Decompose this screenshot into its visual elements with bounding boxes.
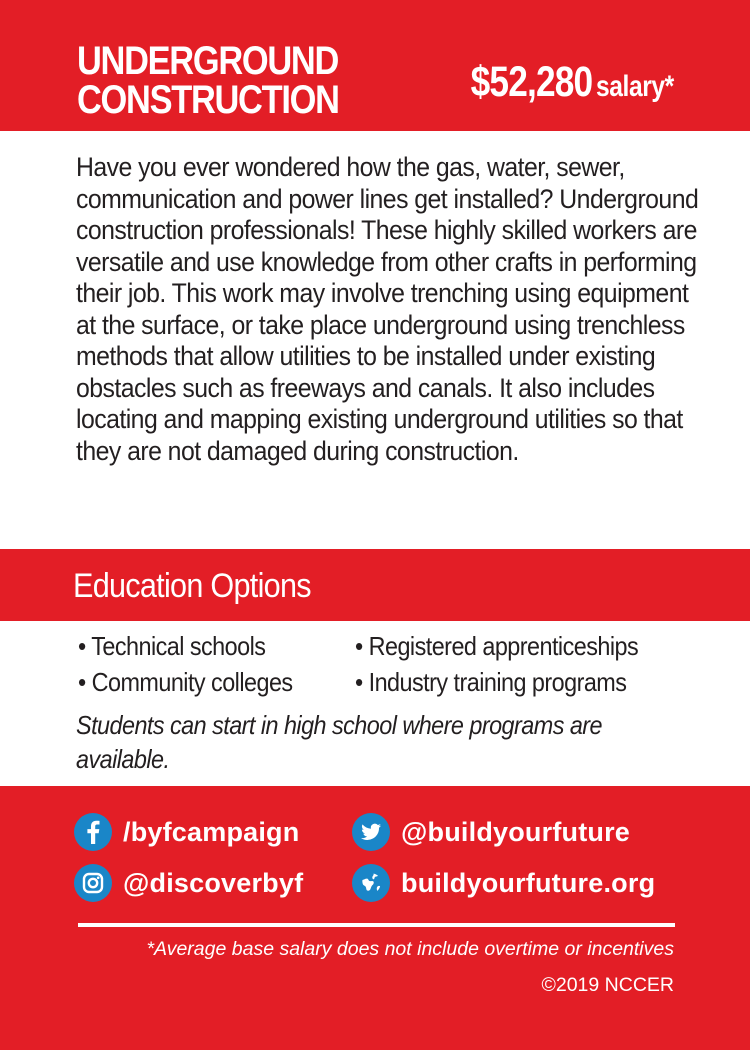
copyright: ©2019 NCCER xyxy=(541,974,674,996)
twitter-icon xyxy=(352,813,390,851)
list-item: • Technical schools xyxy=(78,631,266,661)
option-label: Industry training programs xyxy=(368,667,627,697)
list-item: • Industry training programs xyxy=(355,667,627,697)
education-column-right xyxy=(355,628,670,700)
option-label: Registered apprenticeships xyxy=(368,631,639,661)
facebook-icon xyxy=(74,813,112,851)
education-column-left xyxy=(78,628,316,700)
website-url: buildyourfuture.org xyxy=(401,867,656,898)
twitter-link[interactable] xyxy=(352,813,630,851)
career-description: Have you ever wondered how the gas, water, sewer, communication and power lines get installed? Underground construction professionals! These highly skilled workers are versatile and use knowledge from other crafts in performing their job. This work may involve trenching using equipment at the surface, or take place underground using trenchless methods that allow utilities to be installed under existing obstacles such as freeways and canals. It also includes locating and mapping existing underground utilities so that they are not damaged during construction. xyxy=(76,152,699,466)
title-line-1: UNDERGROUND xyxy=(77,39,339,83)
title-line-2: CONSTRUCTION xyxy=(77,78,339,122)
option-label: Community colleges xyxy=(91,667,293,697)
salary-amount: $52,280 xyxy=(470,58,593,106)
instagram-handle: @discoverbyf xyxy=(123,867,304,898)
globe-icon xyxy=(352,864,390,902)
page-title xyxy=(77,39,339,122)
header-band xyxy=(0,0,750,131)
salary-disclaimer: *Average base salary does not include overtime or incentives xyxy=(146,938,674,960)
instagram-link[interactable] xyxy=(74,864,303,902)
instagram-icon xyxy=(74,864,112,902)
salary-unit: salary* xyxy=(596,70,674,103)
list-item: • Community colleges xyxy=(78,667,293,697)
list-item: • Registered apprenticeships xyxy=(355,631,639,661)
facebook-link[interactable] xyxy=(74,813,299,851)
salary-label xyxy=(471,58,674,107)
facebook-handle: /byfcampaign xyxy=(123,816,300,847)
education-heading: Education Options xyxy=(73,567,311,605)
education-band xyxy=(0,549,750,621)
website-link[interactable] xyxy=(352,864,655,902)
option-label: Technical schools xyxy=(91,631,266,661)
footer-band xyxy=(0,786,750,1050)
footer-divider xyxy=(78,923,675,927)
twitter-handle: @buildyourfuture xyxy=(401,816,631,847)
education-note: Students can start in high school where programs are available. xyxy=(76,710,603,774)
